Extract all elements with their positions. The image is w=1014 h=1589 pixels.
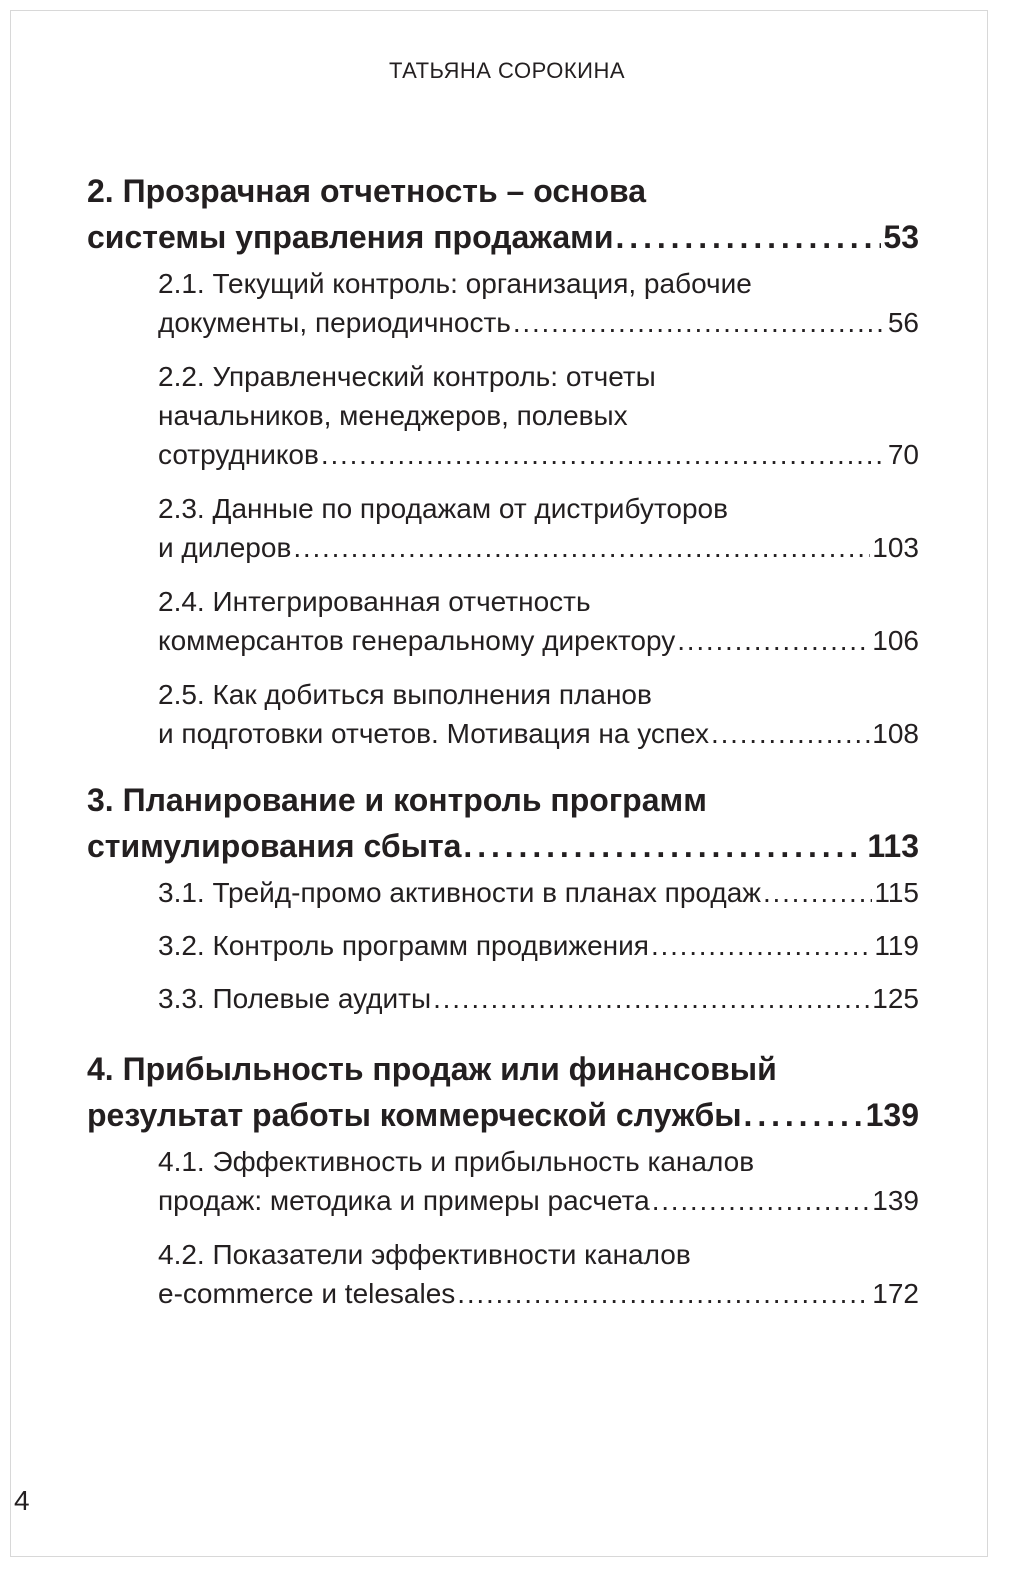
subsection-line: и подготовки отчетов. Мотивация на успех (158, 718, 710, 749)
toc-section-heading[interactable] (87, 777, 919, 869)
subsection-page-number: 108 (872, 718, 919, 749)
section-title-line: 4. Прибыльность продаж или финансовый (87, 1051, 777, 1087)
toc-subsection[interactable] (158, 873, 919, 912)
subsection-page-number: 125 (872, 983, 919, 1014)
toc-section (87, 168, 919, 753)
subsection-line: и дилеров (158, 532, 292, 563)
subsection-line: документы, периодичность (158, 307, 511, 338)
section-title-last-line (87, 214, 919, 260)
section-title-line: 2. Прозрачная отчетность – основа (87, 173, 647, 209)
toc-subsection[interactable] (158, 979, 919, 1018)
running-head: ТАТЬЯНА СОРОКИНА (388, 58, 626, 83)
subsection-page-number: 115 (874, 877, 919, 908)
dot-leader (744, 1092, 864, 1138)
section-page-number: 113 (867, 828, 919, 864)
subsection-page-number: 119 (874, 930, 919, 961)
section-page-number: 139 (865, 1097, 919, 1133)
subsection-line: 2.2. Управленческий контроль: отчеты (158, 361, 656, 392)
dot-leader (616, 214, 882, 260)
subsection-line: 2.5. Как добиться выполнения планов (158, 679, 652, 710)
dot-leader (457, 1274, 870, 1313)
table-of-contents (87, 168, 919, 1335)
toc-section-heading[interactable] (87, 1046, 919, 1138)
subsection-line: продаж: методика и примеры расчета (158, 1185, 650, 1216)
toc-subsection[interactable] (158, 264, 919, 342)
subsection-line: 2.3. Данные по продажам от дистрибуторов (158, 493, 728, 524)
toc-subsection[interactable] (158, 1142, 919, 1220)
subsection-line: 4.2. Показатели эффективности каналов (158, 1239, 691, 1270)
toc-subsection[interactable] (158, 357, 919, 474)
subsection-line: коммерсантов генеральному директору (158, 625, 676, 656)
subsection-line: 2.1. Текущий контроль: организация, рабочие (158, 268, 752, 299)
subsection-page-number: 103 (872, 532, 919, 563)
subsection-page-number: 172 (872, 1278, 919, 1309)
subsection-line: 4.1. Эффективность и прибыльность каналов (158, 1146, 755, 1177)
subsection-page-number: 106 (872, 625, 919, 656)
section-title-line: системы управления продажами (87, 219, 614, 255)
section-title-last-line (87, 1092, 919, 1138)
subsection-page-number: 139 (872, 1185, 919, 1216)
toc-subsection[interactable] (158, 1235, 919, 1313)
section-title-line: 3. Планирование и контроль программ (87, 782, 707, 818)
subsection-line: 3.2. Контроль программ продвижения (158, 930, 649, 961)
subsection-line: 3.3. Полевые аудиты (158, 983, 432, 1014)
dot-leader (463, 823, 865, 869)
toc-subsection[interactable] (158, 582, 919, 660)
toc-subsection[interactable] (158, 675, 919, 753)
subsection-page-number: 70 (887, 439, 919, 470)
dot-leader (433, 979, 870, 1018)
toc-subsection[interactable] (158, 926, 919, 965)
page-number: 4 (14, 1485, 30, 1516)
dot-leader (513, 303, 886, 342)
subsection-line: e-commerce и telesales (158, 1278, 456, 1309)
dot-leader (321, 435, 886, 474)
section-title-line: стимулирования сбыта (87, 828, 462, 864)
dot-leader (763, 873, 872, 912)
subsection-line: сотрудников (158, 439, 319, 470)
subsection-line: начальников, менеджеров, полевых (158, 400, 628, 431)
section-page-number: 53 (883, 219, 919, 255)
dot-leader (652, 1181, 871, 1220)
toc-section (87, 1046, 919, 1313)
dot-leader (677, 621, 870, 660)
subsection-line: 3.1. Трейд-промо активности в планах продаж (158, 877, 761, 908)
dot-leader (293, 528, 870, 567)
toc-section-heading[interactable] (87, 168, 919, 260)
section-title-last-line (87, 823, 919, 869)
toc-section (87, 777, 919, 1018)
dot-leader (651, 926, 872, 965)
subsection-page-number: 56 (887, 307, 919, 338)
subsection-line: 2.4. Интегрированная отчетность (158, 586, 591, 617)
dot-leader (711, 714, 870, 753)
toc-subsection[interactable] (158, 489, 919, 567)
section-title-line: результат работы коммерческой службы (87, 1097, 742, 1133)
